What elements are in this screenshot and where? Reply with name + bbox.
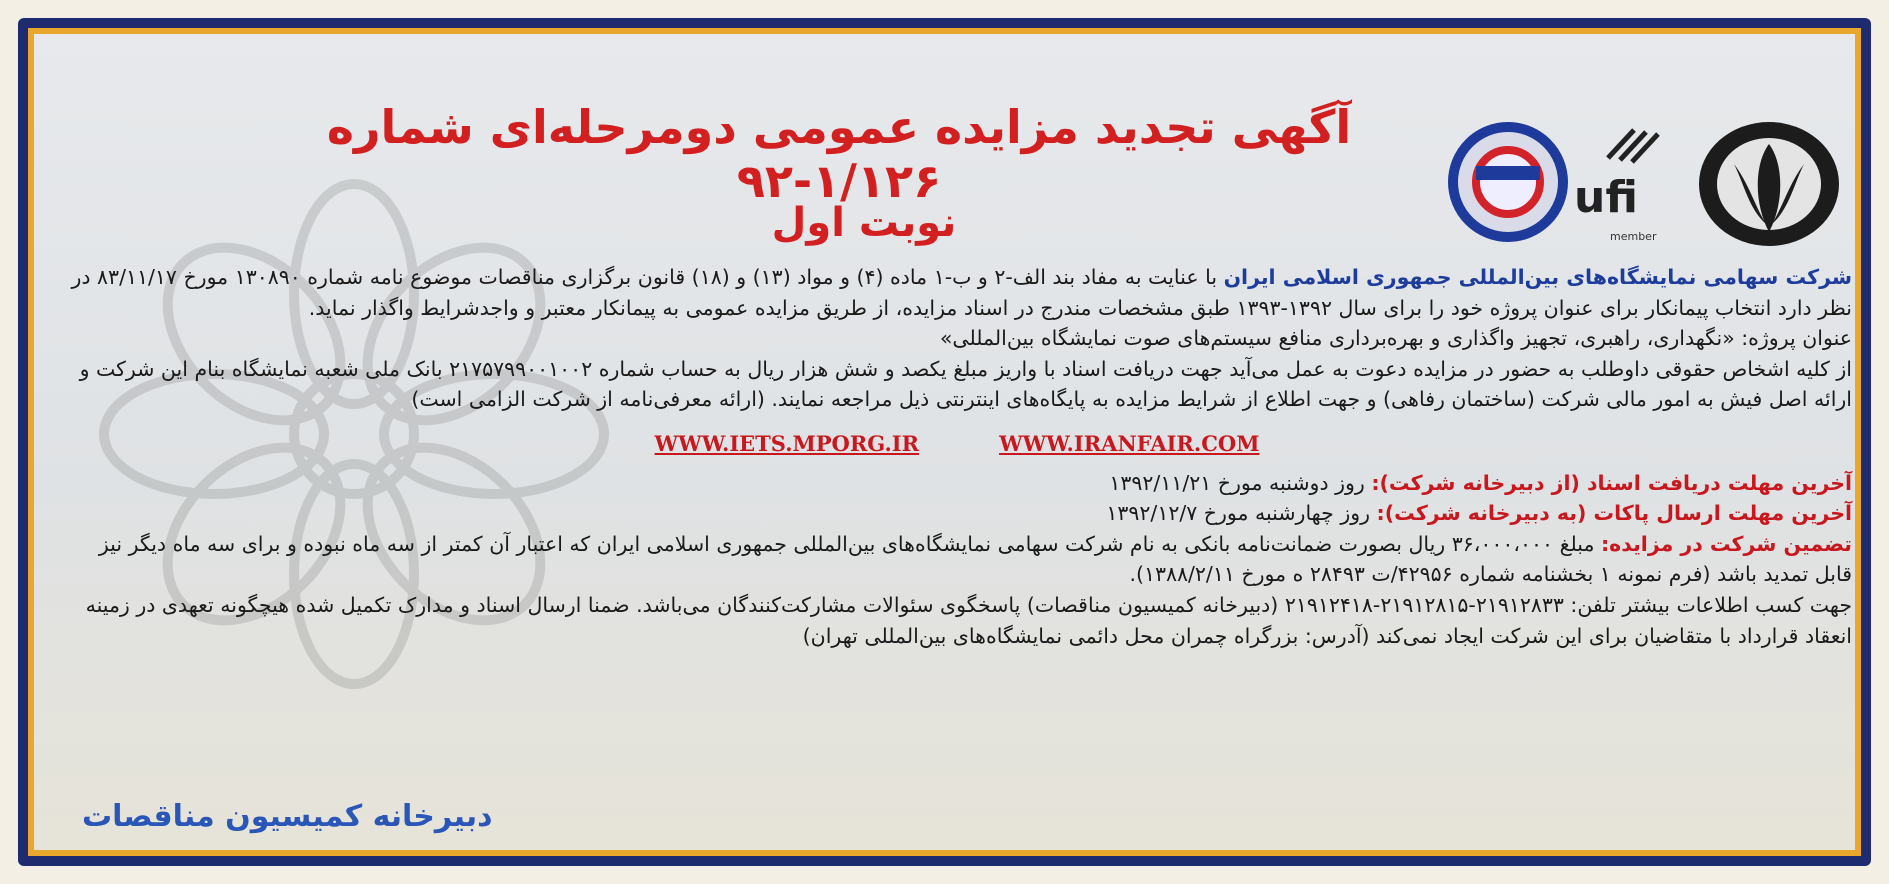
contact-paragraph: جهت کسب اطلاعات بیشتر تلفن: ۲۱۹۱۲۸۳۳-۲۱۹۱۲۸۱۵-۲۱۹۱۲۴۱۸ (دبیرخانه کمیسیون مناقصات) پاسخگوی سئوالات مشارکت‌کنندگان می‌باشد. ضمنا ارسال اسناد و مدارک تکمیل شده هیچگونه تعهدی در زمینه انعقاد قرارداد با متقاضیان برای این شرکت ایجاد نمی‌کند (آدرس: بزرگراه چمران محل دائمی نمایشگاه‌های بین‌المللی تهران) (85, 592, 1852, 648)
iso-certification-logo-icon (1448, 122, 1568, 242)
guarantee-paragraph (62, 529, 1852, 590)
deadline-documents-value: روز دوشنبه مورخ ۱۳۹۲/۱۱/۲۱ (1109, 470, 1372, 495)
iran-fair-peacock-logo-icon (1694, 114, 1844, 254)
link-iets-website[interactable]: WWW.IETS.MPORG.IR (654, 430, 920, 456)
ufi-member-text: member (1610, 230, 1657, 243)
deadline-submission (62, 498, 1852, 529)
deadline-submission-value: روز چهارشنبه مورخ ۱۳۹۲/۱۲/۷ (1106, 501, 1377, 526)
deadline-documents (62, 468, 1852, 499)
ufi-member-logo (1574, 124, 1684, 243)
notice-frame (18, 18, 1871, 866)
notice-title: آگهی تجدید مزایده عمومی دومرحله‌ای شماره ۱/۱۲۶-۹۲ (326, 100, 1352, 208)
signature-committee-secretariat: دبیرخانه کمیسیون مناقصات (82, 799, 493, 834)
ufi-logo-text: ufi (1574, 172, 1638, 223)
company-name: شرکت سهامی نمایشگاه‌های بین‌المللی جمهوری اسلامی ایران (1223, 265, 1852, 289)
deadline-submission-label: آخرین مهلت ارسال پاکات (به دبیرخانه شرکت): (1376, 501, 1852, 526)
project-title: عنوان پروژه: «نگهداری، راهبری، تجهیز واگذاری و بهره‌برداری منافع سیستم‌های صوت نمایشگاه بین‌المللی» (939, 326, 1852, 351)
intro-paragraph (62, 262, 1852, 323)
notice-panel (28, 28, 1861, 856)
participation-paragraph: از کلیه اشخاص حقوقی داوطلب به حضور در مزایده دعوت به عمل می‌آید جهت دریافت اسناد با واریز مبلغ یکصد و شش هزار ریال به حساب شماره ۲۱۷۵۷۹۹۰۰۱۰۰۲ بانک ملی شعبه نمایشگاه بنام این شرکت و ارائه اصل فیش به امور مالی شرکت (ساختمان رفاهی) و جهت اطلاع از شرایط مزایده به پایگاه‌های اینترنتی ذیل مراجعه نمایند. (ارائه معرفی‌نامه از شرکت الزامی است) (79, 356, 1852, 412)
guarantee-value: مبلغ ۳۶،۰۰۰،۰۰۰ ریال بصورت ضمانت‌نامه بانکی به نام شرکت سهامی نمایشگاه‌های بین‌المللی جمهوری اسلامی ایران که اعتبار آن کمتر از سه ماه نبوده و برای سه ماه دیگر نیز قابل تمدید باشد (فرم نمونه ۱ بخشنامه شماره ۴۲۹۵۶/ت ۲۸۴۹۳ ه مورخ ۱۳۸۸/۲/۱۱). (98, 531, 1852, 587)
guarantee-label: تضمین شرکت در مزایده: (1600, 531, 1852, 556)
deadline-documents-label: آخرین مهلت دریافت اسناد (از دبیرخانه شرکت): (1371, 470, 1852, 495)
intro-text: با عنایت به مفاد بند الف-۲ و ب-۱ ماده (۴) و مواد (۱۳) و (۱۸) قانون برگزاری مناقصات موضوع نامه شماره ۱۳۰۸۹۰ مورخ ۸۳/۱۱/۱۷ در نظر دارد انتخاب پیمانکار برای عنوان پروژه خود را برای سال ۱۳۹۲-۱۳۹۳ طبق مشخصات مندرج در اسناد مزایده، از طریق مزایده عمومی به پیمانکار معتبر و واجدشرایط واگذار نماید. (71, 265, 1852, 320)
website-links (62, 429, 1852, 460)
notice-body (62, 262, 1852, 651)
ufi-swoosh-icon (1604, 124, 1664, 164)
link-iranfair-website[interactable]: WWW.IRANFAIR.COM (999, 430, 1260, 456)
notice-subtitle: نوبت اول (771, 200, 957, 246)
